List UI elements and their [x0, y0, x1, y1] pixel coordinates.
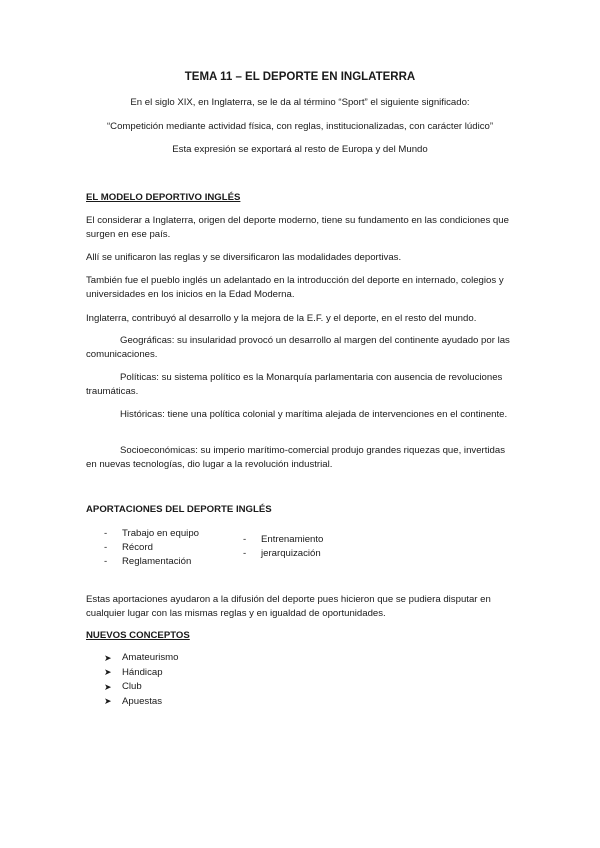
paragraph-pueblo-ingles: También fue el pueblo inglés un adelantado en la introducción del deporte en internado, colegios y universidades en los inicios en la Edad Moderna.: [86, 275, 504, 300]
paragraph-reglas: Allí se unificaron las reglas y se diversificaron las modalidades deportivas.: [86, 252, 402, 263]
aportaciones-list-left: [104, 527, 199, 569]
list-item: - Entrenamiento: [243, 533, 323, 547]
aportaciones-list-right: [243, 533, 323, 561]
list-item: [104, 695, 179, 710]
concepto-label: Amateurismo: [122, 652, 179, 664]
paragraph-politicas: Políticas: su sistema político es la Monarquía parlamentaria con ausencia de revoluciones traumáticas.: [86, 372, 503, 397]
paragraph-socioeconomicas: Socioeconómicas: su imperio marítimo-comercial produjo grandes riquezas que, invertidas en nuevas tecnologías, dio lugar a la revolución industrial.: [86, 445, 505, 470]
arrow-right-icon: ➤: [104, 681, 112, 692]
concepto-label: Club: [122, 681, 142, 693]
intro-line-2: “Competición mediante actividad física, con reglas, institucionalizadas, con carácter lúdico”: [106, 121, 494, 132]
paragraph-historicas: Históricas: tiene una política colonial y marítima alejada de intervenciones en el continente.: [120, 409, 508, 420]
intro-line-1: En el siglo XIX, en Inglaterra, se le da al término “Sport” el siguiente significado:: [130, 97, 470, 108]
conceptos-list: [104, 651, 179, 709]
list-item: [104, 651, 179, 666]
list-item: [104, 680, 179, 695]
arrow-right-icon: ➤: [104, 652, 112, 663]
section-heading-modelo: EL MODELO DEPORTIVO INGLÉS: [86, 192, 241, 203]
concepto-label: Hándicap: [122, 666, 163, 678]
paragraph-contribucion: Inglaterra, contribuyó al desarrollo y la mejora de la E.F. y el deporte, en el resto del mundo.: [86, 313, 477, 324]
arrow-right-icon: ➤: [104, 667, 112, 678]
list-item: [104, 666, 179, 681]
list-item: - Reglamentación: [104, 555, 199, 569]
list-item: - Trabajo en equipo: [104, 527, 199, 541]
intro-line-3: Esta expresión se exportará al resto de Europa y del Mundo: [172, 144, 428, 155]
paragraph-origen: El considerar a Inglaterra, origen del deporte moderno, tiene su fundamento en las condiciones que surgen en ese país.: [86, 215, 509, 240]
list-item: - jerarquización: [243, 547, 323, 561]
list-item: - Récord: [104, 541, 199, 555]
arrow-right-icon: ➤: [104, 696, 112, 707]
document-title: TEMA 11 – EL DEPORTE EN INGLATERRA: [184, 71, 416, 83]
section-heading-conceptos: NUEVOS CONCEPTOS: [86, 630, 190, 641]
paragraph-aportaciones: Estas aportaciones ayudaron a la difusión del deporte pues hicieron que se pudiera disputar en cualquier lugar con las mismas reglas y en igualdad de oportunidades.: [86, 594, 491, 619]
section-heading-aportaciones: APORTACIONES DEL DEPORTE INGLÉS: [86, 504, 272, 515]
concepto-label: Apuestas: [122, 695, 163, 707]
paragraph-geograficas: Geográficas: su insularidad provocó un desarrollo al margen del continente ayudado por las comunicaciones.: [86, 335, 510, 360]
